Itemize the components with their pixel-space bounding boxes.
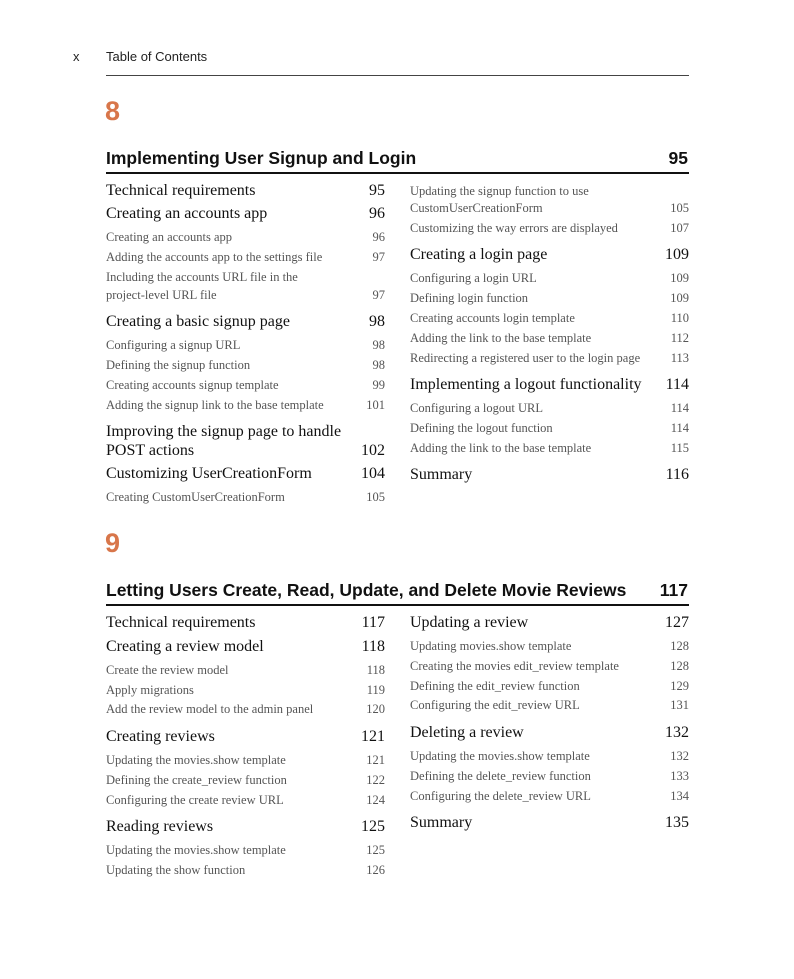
chapter-8-right-column: [410, 180, 689, 490]
entry-title: Create the review model: [106, 663, 229, 677]
entry-title: Configuring a logout URL: [410, 401, 543, 415]
entry-page: 124: [366, 793, 385, 807]
entry-page: 97: [372, 250, 385, 264]
entry-page: 122: [366, 773, 385, 787]
chapter-9-left-column: [106, 612, 385, 882]
entry-title: Updating a review: [410, 614, 529, 631]
chapter-8-left-column: [106, 180, 385, 515]
entry-title: Updating the show function: [106, 863, 246, 877]
page-number: x: [73, 49, 80, 64]
entry-page: 121: [366, 753, 385, 767]
entry-page: 105: [366, 490, 385, 504]
entry-page: 118: [361, 638, 385, 655]
entry-page: 118: [366, 663, 385, 677]
entry-page: 129: [670, 679, 689, 693]
entry-page: 125: [366, 843, 385, 857]
entry-title: Creating reviews: [106, 728, 215, 745]
entry-title: Creating an accounts app: [106, 230, 232, 244]
entry-title: CustomUserCreationForm: [410, 201, 543, 215]
entry-title: Summary: [410, 814, 473, 831]
entry-title: Creating accounts login template: [410, 311, 575, 325]
entry-title: Add the review model to the admin panel: [106, 702, 314, 716]
entry-page: 128: [670, 639, 689, 653]
entry-title: Adding the link to the base template: [410, 331, 592, 345]
entry-title: Creating an accounts app: [106, 205, 268, 222]
entry-title: Reading reviews: [106, 818, 214, 835]
entry-page: 126: [366, 863, 385, 877]
entry-title: Defining the logout function: [410, 421, 553, 435]
entry-title: POST actions: [106, 442, 195, 459]
entry-page: 135: [665, 814, 689, 831]
entry-title: Configuring a signup URL: [106, 338, 241, 352]
entry-title: Updating the movies.show template: [410, 749, 590, 763]
running-header-title: Table of Contents: [106, 49, 208, 64]
entry-title: Creating CustomUserCreationForm: [106, 490, 285, 504]
entry-page: 105: [670, 201, 689, 215]
entry-page: 112: [670, 331, 689, 345]
entry-page: 96: [372, 230, 385, 244]
entry-title: Configuring the create review URL: [106, 793, 284, 807]
entry-page: 95: [369, 182, 385, 199]
entry-title: Redirecting a registered user to the login page: [410, 351, 641, 365]
chapter-heading[interactable]: [106, 148, 689, 174]
entry-page: 131: [670, 698, 689, 712]
entry-title: Updating the signup function to use: [410, 184, 589, 198]
entry-title: Configuring the delete_review URL: [410, 789, 591, 803]
entry-title: Updating the movies.show template: [106, 753, 286, 767]
chapter-number: 8: [105, 96, 121, 126]
entry-page: 101: [366, 398, 385, 412]
entry-title: Defining the signup function: [106, 358, 251, 372]
entry-title: Apply migrations: [106, 683, 194, 697]
entry-page: 98: [372, 358, 385, 372]
entry-title: Updating the movies.show template: [106, 843, 286, 857]
entry-page: 127: [665, 614, 689, 631]
entry-title: Creating a basic signup page: [106, 313, 290, 330]
entry-page: 116: [665, 466, 689, 483]
entry-title: Creating the movies edit_review template: [410, 659, 619, 673]
entry-title: Defining the edit_review function: [410, 679, 580, 693]
entry-page: 117: [361, 614, 385, 631]
entry-page: 133: [670, 769, 689, 783]
chapter-heading[interactable]: [106, 580, 689, 606]
chapter-number: 9: [105, 528, 121, 558]
entry-title: project-level URL file: [106, 288, 217, 302]
entry-page: 109: [670, 271, 689, 285]
entry-page: 114: [665, 376, 689, 393]
entry-title: Configuring the edit_review URL: [410, 698, 580, 712]
entry-title: Technical requirements: [106, 182, 256, 199]
entry-title: Defining login function: [410, 291, 529, 305]
entry-page: 96: [369, 205, 385, 222]
entry-title: Summary: [410, 466, 473, 483]
entry-title: Creating accounts signup template: [106, 378, 279, 392]
header-divider: [106, 75, 689, 76]
entry-page: 128: [670, 659, 689, 673]
entry-page: 109: [665, 246, 689, 263]
entry-page: 98: [369, 313, 385, 330]
entry-title: Updating movies.show template: [410, 639, 572, 653]
entry-page: 99: [372, 378, 385, 392]
entry-page: 113: [670, 351, 689, 365]
entry-title: Improving the signup page to handle: [106, 423, 342, 440]
entry-title: Adding the signup link to the base template: [106, 398, 324, 412]
entry-title: Creating a review model: [106, 638, 264, 655]
entry-title: Defining the create_review function: [106, 773, 287, 787]
running-header: [0, 0, 794, 80]
entry-title: Adding the accounts app to the settings file: [106, 250, 323, 264]
entry-title: Adding the link to the base template: [410, 441, 592, 455]
entry-title: Customizing UserCreationForm: [106, 465, 312, 482]
entry-title: Configuring a login URL: [410, 271, 537, 285]
entry-page: 98: [372, 338, 385, 352]
entry-page: 97: [372, 288, 385, 302]
chapter-title: Letting Users Create, Read, Update, and Delete Movie Reviews: [106, 580, 627, 600]
entry-page: 114: [670, 401, 689, 415]
entry-title: Defining the delete_review function: [410, 769, 591, 783]
entry-page: 107: [670, 221, 689, 235]
entry-page: 132: [665, 724, 689, 741]
entry-title: Creating a login page: [410, 246, 548, 263]
entry-page: 134: [670, 789, 689, 803]
entry-title: Deleting a review: [410, 724, 524, 741]
entry-title: Including the accounts URL file in the: [106, 270, 298, 284]
entry-page: 104: [361, 465, 385, 482]
entry-page: 115: [670, 441, 689, 455]
entry-title: Implementing a logout functionality: [410, 376, 642, 393]
entry-page: 102: [361, 442, 385, 459]
entry-title: Customizing the way errors are displayed: [410, 221, 618, 235]
entry-page: 125: [361, 818, 385, 835]
chapter-title: Implementing User Signup and Login: [106, 148, 417, 168]
entry-page: 110: [670, 311, 689, 325]
chapter-9-right-column: [410, 612, 689, 842]
entry-page: 132: [670, 749, 689, 763]
entry-title: Technical requirements: [106, 614, 256, 631]
chapter-page-number: 95: [668, 148, 688, 168]
chapter-page-number: 117: [659, 580, 688, 600]
entry-page: 121: [361, 728, 385, 745]
entry-page: 119: [366, 683, 385, 697]
entry-page: 114: [670, 421, 689, 435]
entry-page: 109: [670, 291, 689, 305]
entry-page: 120: [366, 702, 385, 716]
